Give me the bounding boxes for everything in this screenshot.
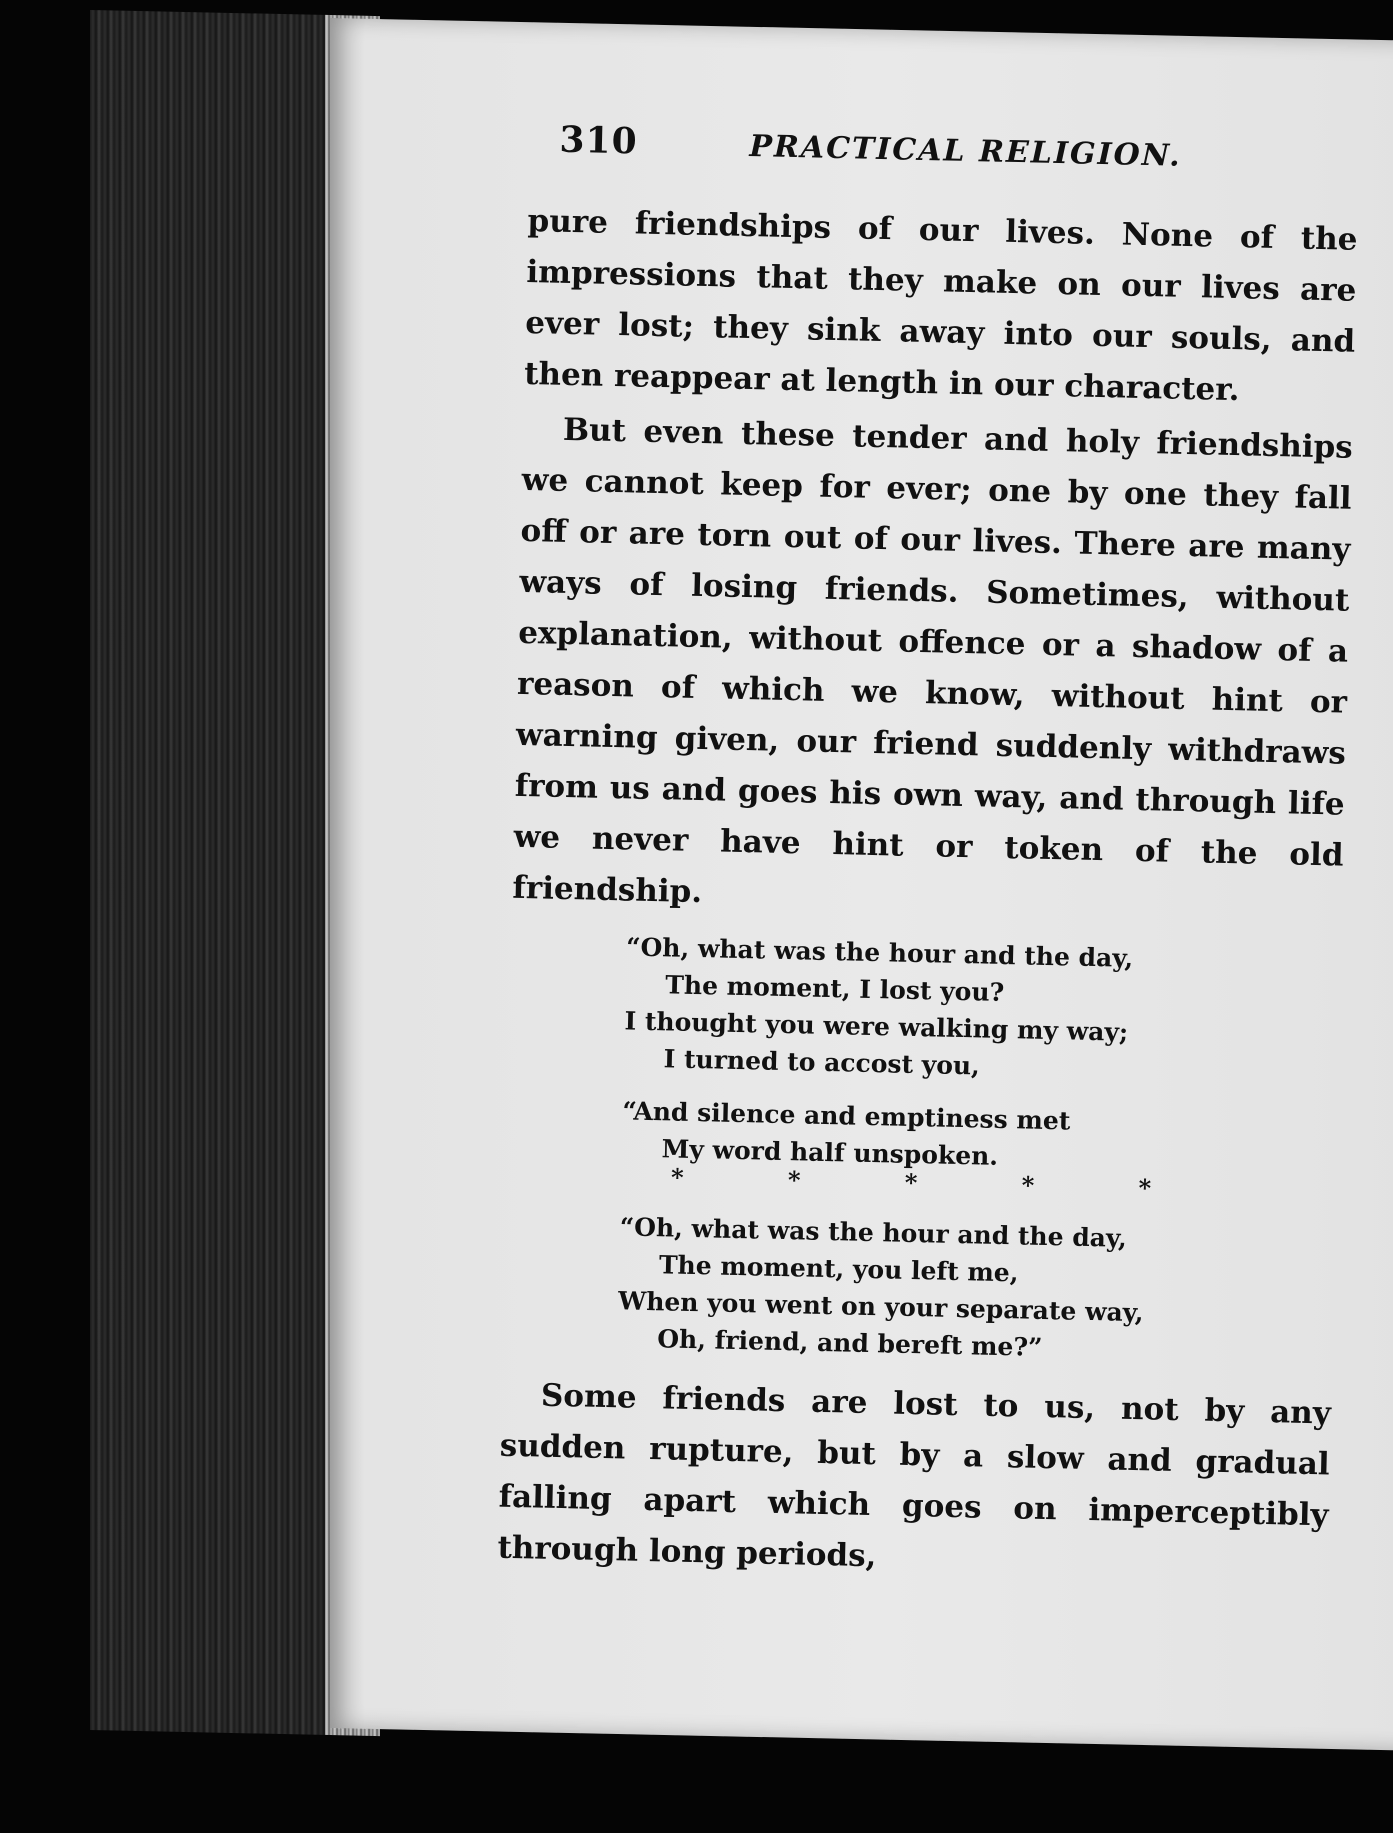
poem-stanza-2 <box>621 1092 1338 1208</box>
poem-line: When you went on your separate way, <box>617 1286 1144 1328</box>
poem-line: “Oh, what was the hour and the day, <box>625 932 1134 973</box>
poem-stanza-1 <box>623 928 1341 1092</box>
ellipsis-stars: * * * * * <box>670 1162 1200 1204</box>
page-content <box>497 118 1360 1592</box>
poem-line: My word half unspoken. <box>661 1134 999 1171</box>
poem-line: “And silence and emptiness met <box>622 1096 1071 1136</box>
poem-line: Oh, friend, and bereft me?” <box>657 1324 1043 1362</box>
paragraph-lost-friends: Some friends are lost to us, not by any sudden rupture, but by a slow and gradual falling apart which goes on imperceptibly through long periods, <box>497 1377 1332 1575</box>
paragraph-friendships: But even these tender and holy friendships we cannot keep for ever; one by one they fall off or are torn out of our lives. There are many ways of losing friends. Sometimes, without explanation, without offence or a shadow of a reason of which we know, without hint or warning given, our friend suddenly withdraws from us and goes his own way, and through life we never have hint or token of the old friendship. <box>512 411 1354 911</box>
poem-line: “Oh, what was the hour and the day, <box>619 1212 1128 1253</box>
paragraph-continued: pure friendships of our lives. None of the impressions that they make on our lives are ever lost; they sink away into our souls, and then reappear at length in our character. <box>523 202 1358 409</box>
poem-line: The moment, you left me, <box>658 1250 1019 1288</box>
page-number: 310 <box>559 118 639 163</box>
poem-line: I turned to accost you, <box>663 1044 981 1081</box>
poem-stanza-3 <box>617 1208 1335 1372</box>
poem-line: I thought you were walking my way; <box>624 1006 1129 1047</box>
poem-line: The moment, I lost you? <box>665 970 1005 1007</box>
poem-quotation <box>502 926 1341 1373</box>
running-title: PRACTICAL RELIGION. <box>749 128 1183 174</box>
